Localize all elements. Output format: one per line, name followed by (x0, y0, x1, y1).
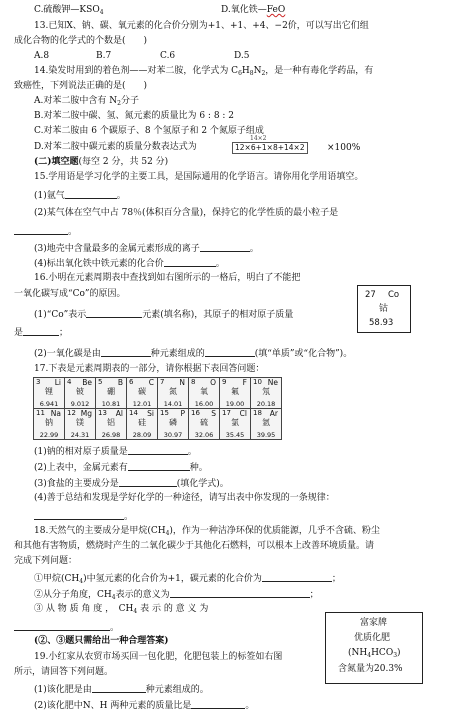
cobalt-mass: 58.93 (369, 318, 394, 328)
q16-line2: (2)一氧化碳是由 种元素组成的 (填“单质”或“化合物”)。 (34, 349, 353, 359)
atomic-mass: 24.31 (70, 430, 90, 439)
q13-option-a: A.8 (34, 51, 50, 61)
element-name: 铝 (107, 418, 115, 427)
element-cell (127, 409, 158, 440)
q18-stem-cont2: 完成下列问题： (14, 556, 78, 566)
element-cell (65, 378, 96, 409)
q14-handwritten-annotation: 14×2 (250, 135, 267, 142)
element-symbol: P (180, 409, 185, 418)
q14-option-c: C.对苯二胺由 6 个碳原子、8 个氢原子和 2 个氮原子组成 (34, 126, 264, 136)
q18-line3-blank: 。 (14, 622, 119, 633)
element-name: 磷 (169, 418, 177, 427)
element-symbol: Ar (269, 409, 278, 418)
element-symbol: Li (54, 378, 61, 387)
q13-stem: 13.已知Ⅹ、钠、碳、氧元素的化合价分别为+1、+1、+4、−2价，可以写出它们组 (34, 21, 369, 31)
element-symbol: B (117, 378, 123, 387)
atomic-mass: 20.18 (256, 399, 276, 408)
element-symbol: S (211, 409, 216, 418)
q12-option-c: C.硫酸钾$—KSO_4$ (34, 5, 104, 16)
q15-stem: 15.学用语是学习化学的主要工具，是国际通用的化学语言。请你用化学用语填空。 (34, 172, 364, 182)
q12-option-d: D.氧化铁—FeO (221, 5, 286, 15)
element-symbol: F (242, 378, 247, 387)
q17-line1: (1)钠的相对原子质量是 。 (34, 447, 197, 457)
element-cell (65, 409, 96, 440)
q13-option-c: C.6 (160, 51, 176, 61)
element-cell (34, 378, 65, 409)
q18-note: (②、③题只需给出一种合理答案) (34, 636, 169, 646)
element-name: 氯 (231, 418, 239, 427)
cobalt-symbol: Co (388, 290, 400, 300)
atomic-number: 3 (36, 378, 41, 386)
cobalt-element-card (357, 285, 411, 333)
q17-stem: 17.下表是元素周期表的一部分，请你根据下表回答问题： (34, 364, 265, 374)
element-cell (189, 409, 220, 440)
q19-stem: 19.小红家从农贸市场买回一包化肥，化肥包装上的标签如右图 (34, 652, 283, 662)
q16-line1: (1)“Co”表示 元素(填名称)，其原子的相对原子质量 (34, 310, 294, 320)
atomic-number: 8 (191, 378, 196, 386)
fertilizer-brand: 富家牌 (360, 618, 388, 628)
atomic-mass: 22.99 (39, 430, 59, 439)
atomic-mass: 28.09 (132, 430, 152, 439)
element-cell (251, 378, 282, 409)
element-cell (189, 378, 220, 409)
q16-line1-cont: 是 ； (14, 328, 69, 338)
atomic-mass: 30.97 (163, 430, 183, 439)
element-name: 硫 (200, 418, 208, 427)
fertilizer-formula: $(NH_4HCO_3)$ (348, 648, 401, 659)
q13-stem-cont: 成化合物的化学式的个数是( ) (14, 36, 148, 46)
atomic-mass: 10.81 (101, 399, 121, 408)
q17-line4: (4)善于总结和发现是学好化学的一种途径，请写出表中你发现的一条规律： (34, 493, 335, 503)
q17-line2: (2)上表中，金属元素有 种。 (34, 463, 208, 473)
element-cell (34, 409, 65, 440)
atomic-number: 17 (222, 409, 231, 417)
atomic-mass: 32.06 (194, 430, 214, 439)
element-symbol: Cl (239, 409, 247, 418)
element-name: 锂 (45, 387, 53, 396)
q15-line2: (2)某气体在空气中占 78％(体积百分含量)，保持它的化学性质的最小粒子是 (34, 208, 339, 218)
q18-line3: ③ 从 物 质 角 度 ， $CH_4$ 表 示 的 意 义 为 (34, 604, 209, 615)
q14-percent: ×100% (327, 143, 361, 153)
atomic-number: 12 (67, 409, 76, 417)
atomic-number: 11 (36, 409, 45, 417)
element-symbol: C (148, 378, 154, 387)
q14-formula-box: 12×6+1×8+14×2 (232, 142, 308, 154)
atomic-number: 16 (191, 409, 200, 417)
atomic-number: 13 (98, 409, 107, 417)
q14-option-b: B.对苯二胺中碳、氢、氮元素的质量比为 6 : 8 : 2 (34, 111, 235, 121)
atomic-number: 4 (67, 378, 72, 386)
element-cell (96, 409, 127, 440)
q16-stem-cont: 一氧化碳写成“Co”的原因。 (14, 289, 126, 299)
element-symbol: Si (147, 409, 154, 418)
element-name: 氖 (262, 387, 270, 396)
q14-option-d: D.对苯二胺中碳元素的质量分数表达式为 (34, 142, 197, 152)
element-name: 碳 (138, 387, 146, 396)
element-cell (220, 378, 251, 409)
element-name: 铍 (76, 387, 84, 396)
q19-line2: (2)该化肥中N、H 两种元素的质量比是 。 (34, 701, 255, 711)
q17-line3: (3)食盐的主要成分是 (填化学式)。 (34, 479, 229, 489)
q18-line1: ①甲烷$(CH_4)$中氢元素的化合价为+1，碳元素的化合价为 ； (34, 574, 341, 585)
atomic-mass: 9.012 (70, 399, 90, 408)
atomic-number: 7 (160, 378, 165, 386)
q15-line1: (1)氩气 。 (34, 191, 126, 201)
atomic-mass: 19.00 (225, 399, 245, 408)
q15-line3: (3)地壳中含量最多的金属元素形成的离子 。 (34, 244, 259, 254)
q14-stem: 14.染发时用到的着色剂——对苯二胺，化学式为 $C_6H_8N_2$，是一种有毒化学药品，有 (34, 66, 374, 77)
element-symbol: Be (82, 378, 92, 387)
element-symbol: Al (115, 409, 123, 418)
element-cell (220, 409, 251, 440)
element-name: 氟 (231, 387, 239, 396)
fertilizer-type: 优质化肥 (354, 633, 391, 643)
element-name: 硅 (138, 418, 146, 427)
element-cell (158, 378, 189, 409)
periodic-table (33, 377, 282, 440)
atomic-mass: 39.95 (256, 430, 276, 439)
q15-line2-blank: 。 (14, 226, 77, 237)
atomic-number: 18 (253, 409, 262, 417)
atomic-mass: 6.941 (39, 399, 59, 408)
section-title: (二)填空题(每空 2 分，共 52 分) (34, 157, 169, 167)
element-name: 硼 (107, 387, 115, 396)
q13-option-d: D.5 (234, 51, 250, 61)
element-name: 镁 (76, 418, 84, 427)
fertilizer-nitrogen: 含氮量为20.3% (338, 664, 403, 674)
atomic-mass: 12.01 (132, 399, 152, 408)
atomic-number: 14 (129, 409, 138, 417)
q14-option-a: A.对苯二胺中含有 $N_2$分子 (34, 96, 139, 107)
element-name: 钠 (45, 418, 53, 427)
fertilizer-label (325, 612, 423, 684)
atomic-number: 6 (129, 378, 134, 386)
atomic-mass: 26.98 (101, 430, 121, 439)
q19-line1: (1)该化肥是由 种元素组成的。 (34, 685, 209, 695)
q18-line2: ②从分子角度，$CH_4$表示的意义为 ； (34, 590, 319, 601)
atomic-number: 5 (98, 378, 103, 386)
element-name: 氩 (262, 418, 270, 427)
q15-line4: (4)标出氧化铁中铁元素的化合价 。 (34, 259, 225, 269)
element-symbol: O (210, 378, 216, 387)
q19-stem-cont: 所示，请回答下列问题。 (14, 667, 114, 677)
element-cell (251, 409, 282, 440)
element-name: 氮 (169, 387, 177, 396)
atomic-mass: 35.45 (225, 430, 245, 439)
atomic-number: 15 (160, 409, 169, 417)
element-symbol: Mg (80, 409, 92, 418)
element-cell (96, 378, 127, 409)
atomic-number: 10 (253, 378, 262, 386)
element-cell (158, 409, 189, 440)
element-cell (127, 378, 158, 409)
cobalt-atomic-number: 27 (365, 290, 376, 300)
q16-stem: 16.小明在元素周期表中查找到如右图所示的一格后，明白了不能把 (34, 273, 301, 283)
element-symbol: Na (50, 409, 61, 418)
q13-option-b: B.7 (96, 51, 112, 61)
q18-stem: 18.天然气的主要成分是甲烷$(CH_4)$，作为一种洁净环保的优质能源，几乎不含硫、粉尘 (34, 526, 380, 537)
atomic-mass: 14.01 (163, 399, 183, 408)
atomic-mass: 16.00 (194, 399, 214, 408)
atomic-number: 9 (222, 378, 227, 386)
cobalt-name: 钴 (379, 304, 389, 314)
q18-stem-cont: 和其他有害物质，燃烧时产生的二氧化碳少于其他化石燃料，可以根本上改善环境质量。请 (14, 541, 375, 551)
q14-stem-cont: 致癌性，下列说法正确的是( ) (14, 81, 148, 91)
element-name: 氧 (200, 387, 208, 396)
q17-line4-blank: 。 (34, 511, 133, 522)
element-symbol: N (179, 378, 185, 387)
element-symbol: Ne (267, 378, 278, 387)
